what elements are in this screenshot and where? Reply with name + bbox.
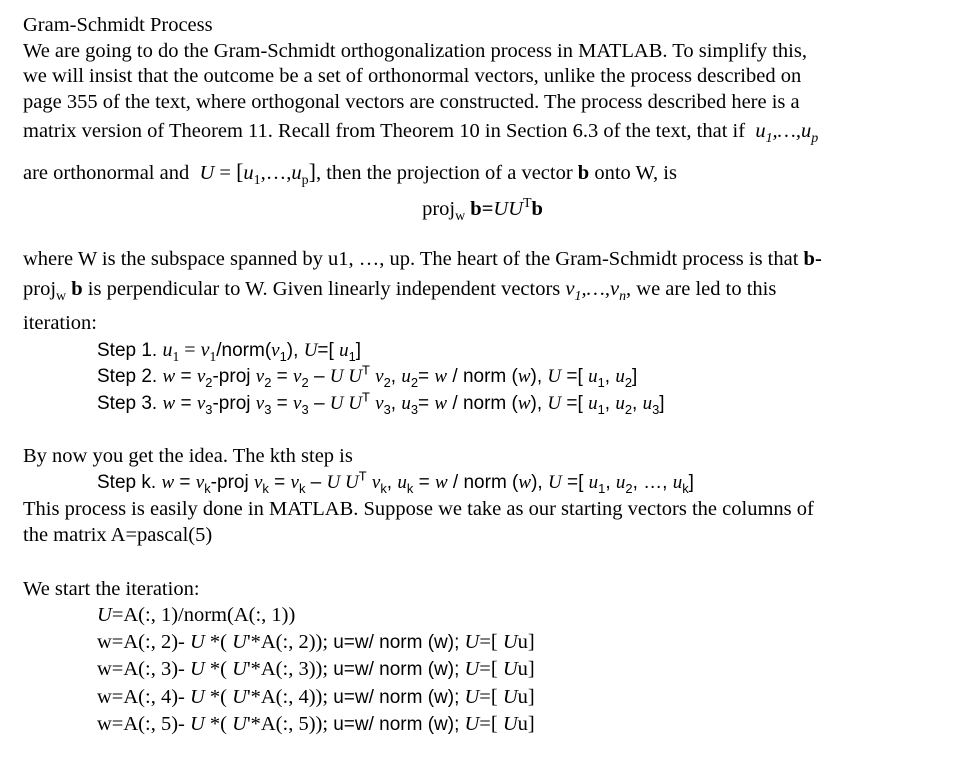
step-2: Step 2. $w = v_2$-proj $v_2 = v_2 - U$ $U^T$ $v_2$, $u_2= w$ / norm (w), U =[ $u_1$, $u_2$] bbox=[97, 362, 638, 390]
intro-line-4 bbox=[23, 118, 819, 147]
step-k: Step k. $w = v_k$-proj $v_k = v_k - U$ $U^T$ $v_k$, $u_k = w$ / norm (w), U =[ $u_1$, $u_2$, …, $u_k$] bbox=[97, 468, 694, 496]
code-line-5: w=A(:, 5)- U *( U'*A(:, 5)); u=w/ norm (w); U=[ Uu] bbox=[97, 713, 535, 735]
code-line-4: w=A(:, 4)- U *( U'*A(:, 4)); u=w/ norm (w); U=[ Uu] bbox=[97, 686, 535, 708]
matlab-line-2: the matrix A=pascal(5) bbox=[23, 524, 213, 546]
idea-line: By now you get the idea. The kth step is bbox=[23, 445, 353, 467]
projection-formula: proj$_w$ $b=UU^Tb$ bbox=[422, 196, 543, 225]
intro-line-3: page 355 of the text, where orthogonal vectors are constructed. The process described here is a bbox=[23, 91, 800, 113]
led-text: , we are led to this bbox=[626, 278, 777, 300]
subspace-text: where W is the subspace spanned by u1, …, up. The heart of the Gram-Schmidt process is that bbox=[23, 248, 799, 270]
perpendicular-line: proj$_w$ b is perpendicular to W. Given linearly independent vectors $v_1,\dots,v_n$, we are led to this bbox=[23, 278, 777, 305]
step-1: Step 1. $u_1$ = $v_1/norm(v_1)$, U=[ $u_1$] bbox=[97, 339, 362, 364]
orthonormal-text: are orthonormal and bbox=[23, 162, 190, 184]
code-line-u: U=A(:, 1)/norm(A(:, 1)) bbox=[97, 604, 296, 626]
b-minus-bold: b- bbox=[803, 248, 822, 270]
U-definition-formula: U bbox=[194, 162, 215, 184]
step-3: Step 3. $w = v_3$-proj $v_3 = v_3 - U$ $U^T$ $v_3$, $u_3= w$ / norm (w), U =[ $u_1$, $u_2$, $u_3$] bbox=[97, 389, 665, 417]
v-vectors-formula: $v_1,\dots,v_n$ bbox=[565, 278, 627, 305]
start-line: We start the iteration: bbox=[23, 578, 200, 600]
u-vectors-formula: $u_1,\dots,u_p$ bbox=[750, 120, 819, 147]
intro-line-2: we will insist that the outcome be a set of orthonormal vectors, unlike the process described on bbox=[23, 65, 802, 87]
code-line-3: w=A(:, 3)- U *( U'*A(:, 3)); u=w/ norm (w); U=[ Uu] bbox=[97, 658, 535, 680]
onto-w-text: onto W, is bbox=[594, 162, 677, 184]
subspace-line bbox=[23, 246, 822, 272]
projection-text: , then the projection of a vector bbox=[315, 162, 573, 184]
matlab-line-1: This process is easily done in MATLAB. Suppose we take as our starting vectors the columns of bbox=[23, 498, 814, 520]
iteration-label: iteration: bbox=[23, 312, 98, 334]
vector-b: b bbox=[577, 162, 590, 184]
document-title: Gram-Schmidt Process bbox=[23, 14, 213, 36]
orthonormal-line: are orthonormal and $U = [u_1,\dots,u_p]$, then the projection of a vector b onto W, is bbox=[23, 159, 677, 189]
intro-line-4-text: matrix version of Theorem 11. Recall from Theorem 10 in Section 6.3 of the text, that if bbox=[23, 120, 746, 142]
intro-line-1: We are going to do the Gram-Schmidt orthogonalization process in MATLAB. To simplify this, bbox=[23, 40, 807, 62]
code-line-2: w=A(:, 2)- U *( U'*A(:, 2)); u=w/ norm (w); U=[ Uu] bbox=[97, 631, 535, 653]
perpendicular-text: is perpendicular to W. Given linearly independent vectors bbox=[87, 278, 561, 300]
